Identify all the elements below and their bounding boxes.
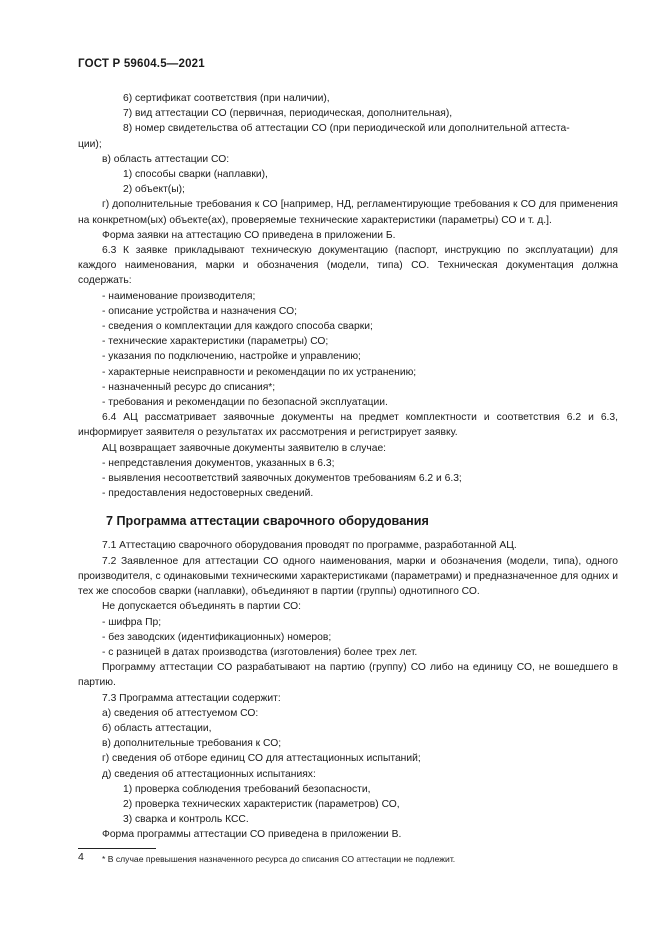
- paragraph: 7.1 Аттестацию сварочного оборудования проводят по программе, разработанной АЦ.: [102, 540, 517, 552]
- paragraph: - выявления несоответствий заявочных документов требованиям 6.2 и 6.3;: [102, 473, 462, 485]
- section-7-title: 7 Программа аттестации сварочного оборудования: [106, 514, 429, 529]
- clause-6-continuation: [78, 91, 618, 501]
- paragraph: в) дополнительные требования к СО;: [102, 738, 282, 750]
- paragraph: 1) способы сварки (наплавки),: [123, 169, 268, 181]
- paragraph: - непредставления документов, указанных в 6.3;: [102, 457, 335, 469]
- paragraph: 2) проверка технических характеристик (параметров) СО,: [123, 798, 400, 810]
- paragraph: Форма заявки на аттестацию СО приведена в приложении Б.: [102, 229, 396, 241]
- document-header: ГОСТ Р 59604.5—2021: [78, 58, 205, 70]
- paragraph: - указания по подключению, настройке и управлению;: [102, 351, 361, 363]
- paragraph: 2) объект(ы);: [123, 184, 185, 196]
- paragraph: г) дополнительные требования к СО [например, НД, регламентирующие требования к СО для применения на конкретном(ых) объекте(ах), проверяемые технические характеристики (параметры) СО и т. д.].: [78, 199, 618, 226]
- paragraph: 8) номер свидетельства об аттестации СО (при периодической или дополнительной аттеста-: [123, 123, 570, 135]
- footnote-divider: [78, 848, 156, 849]
- paragraph: - описание устройства и назначения СО;: [102, 305, 298, 317]
- paragraph: Программу аттестации СО разрабатывают на партию (группу) СО либо на единицу СО, не вошедшего в партию.: [78, 662, 618, 689]
- paragraph: АЦ возвращает заявочные документы заявителю в случае:: [102, 442, 387, 454]
- paragraph: - без заводских (идентификационных) номеров;: [102, 631, 332, 643]
- page-number: 4: [78, 851, 84, 863]
- paragraph: б) область аттестации,: [102, 722, 212, 734]
- paragraph: 7) вид аттестации СО (первичная, периодическая, дополнительная),: [123, 108, 453, 120]
- paragraph: ции);: [78, 138, 102, 150]
- section-7-body: [78, 538, 618, 842]
- paragraph: - требования и рекомендации по безопасной эксплуатации.: [102, 397, 388, 409]
- paragraph: - с разницей в датах производства (изготовления) более трех лет.: [102, 646, 418, 658]
- paragraph: 7.2 Заявленное для аттестации СО одного наименования, марки и обозначения (модели, типа), одного производителя, с одинаковыми техническими характеристиками (параметрами) и предназначенное для одних и тех же способов сварки (наплавки), объединяют в партии (группы) однотипного СО.: [78, 555, 618, 598]
- paragraph: 1) проверка соблюдения требований безопасности,: [123, 783, 371, 795]
- paragraph: Не допускается объединять в партии СО:: [102, 601, 302, 613]
- paragraph: 6.4 АЦ рассматривает заявочные документы на предмет комплектности и соответствия 6.2 и 6.3, информирует заявителя о результатах их рассмотрения и регистрирует заявку.: [78, 412, 618, 439]
- footnote: * В случае превышения назначенного ресурса до списания СО аттестации не подлежит.: [102, 853, 456, 864]
- paragraph: 7.3 Программа аттестации содержит:: [102, 692, 281, 704]
- paragraph: 6) сертификат соответствия (при наличии),: [123, 93, 330, 104]
- paragraph: г) сведения об отборе единиц СО для аттестационных испытаний;: [102, 753, 421, 765]
- paragraph: 6.3 К заявке прикладывают техническую документацию (паспорт, инструкцию по эксплуатации) для каждого наименования, марки и обозначения (модели, типа) СО. Техническая документация должна содержать:: [78, 245, 618, 287]
- paragraph: Форма программы аттестации СО приведена в приложении В.: [102, 829, 402, 841]
- paragraph: - сведения о комплектации для каждого способа сварки;: [102, 321, 373, 333]
- page-content: [78, 91, 618, 866]
- paragraph: 3) сварка и контроль КСС.: [123, 814, 249, 826]
- paragraph: в) область аттестации СО:: [102, 153, 230, 165]
- paragraph: - шифра Пр;: [102, 616, 162, 628]
- paragraph: - назначенный ресурс до списания*;: [102, 381, 276, 393]
- paragraph: а) сведения об аттестуемом СО:: [102, 707, 259, 719]
- paragraph: - предоставления недостоверных сведений.: [102, 488, 314, 500]
- paragraph: - технические характеристики (параметры) СО;: [102, 336, 329, 348]
- paragraph: - наименование производителя;: [102, 290, 256, 302]
- paragraph: - характерные неисправности и рекомендации по их устранению;: [102, 366, 417, 378]
- paragraph: д) сведения об аттестационных испытаниях:: [102, 768, 316, 780]
